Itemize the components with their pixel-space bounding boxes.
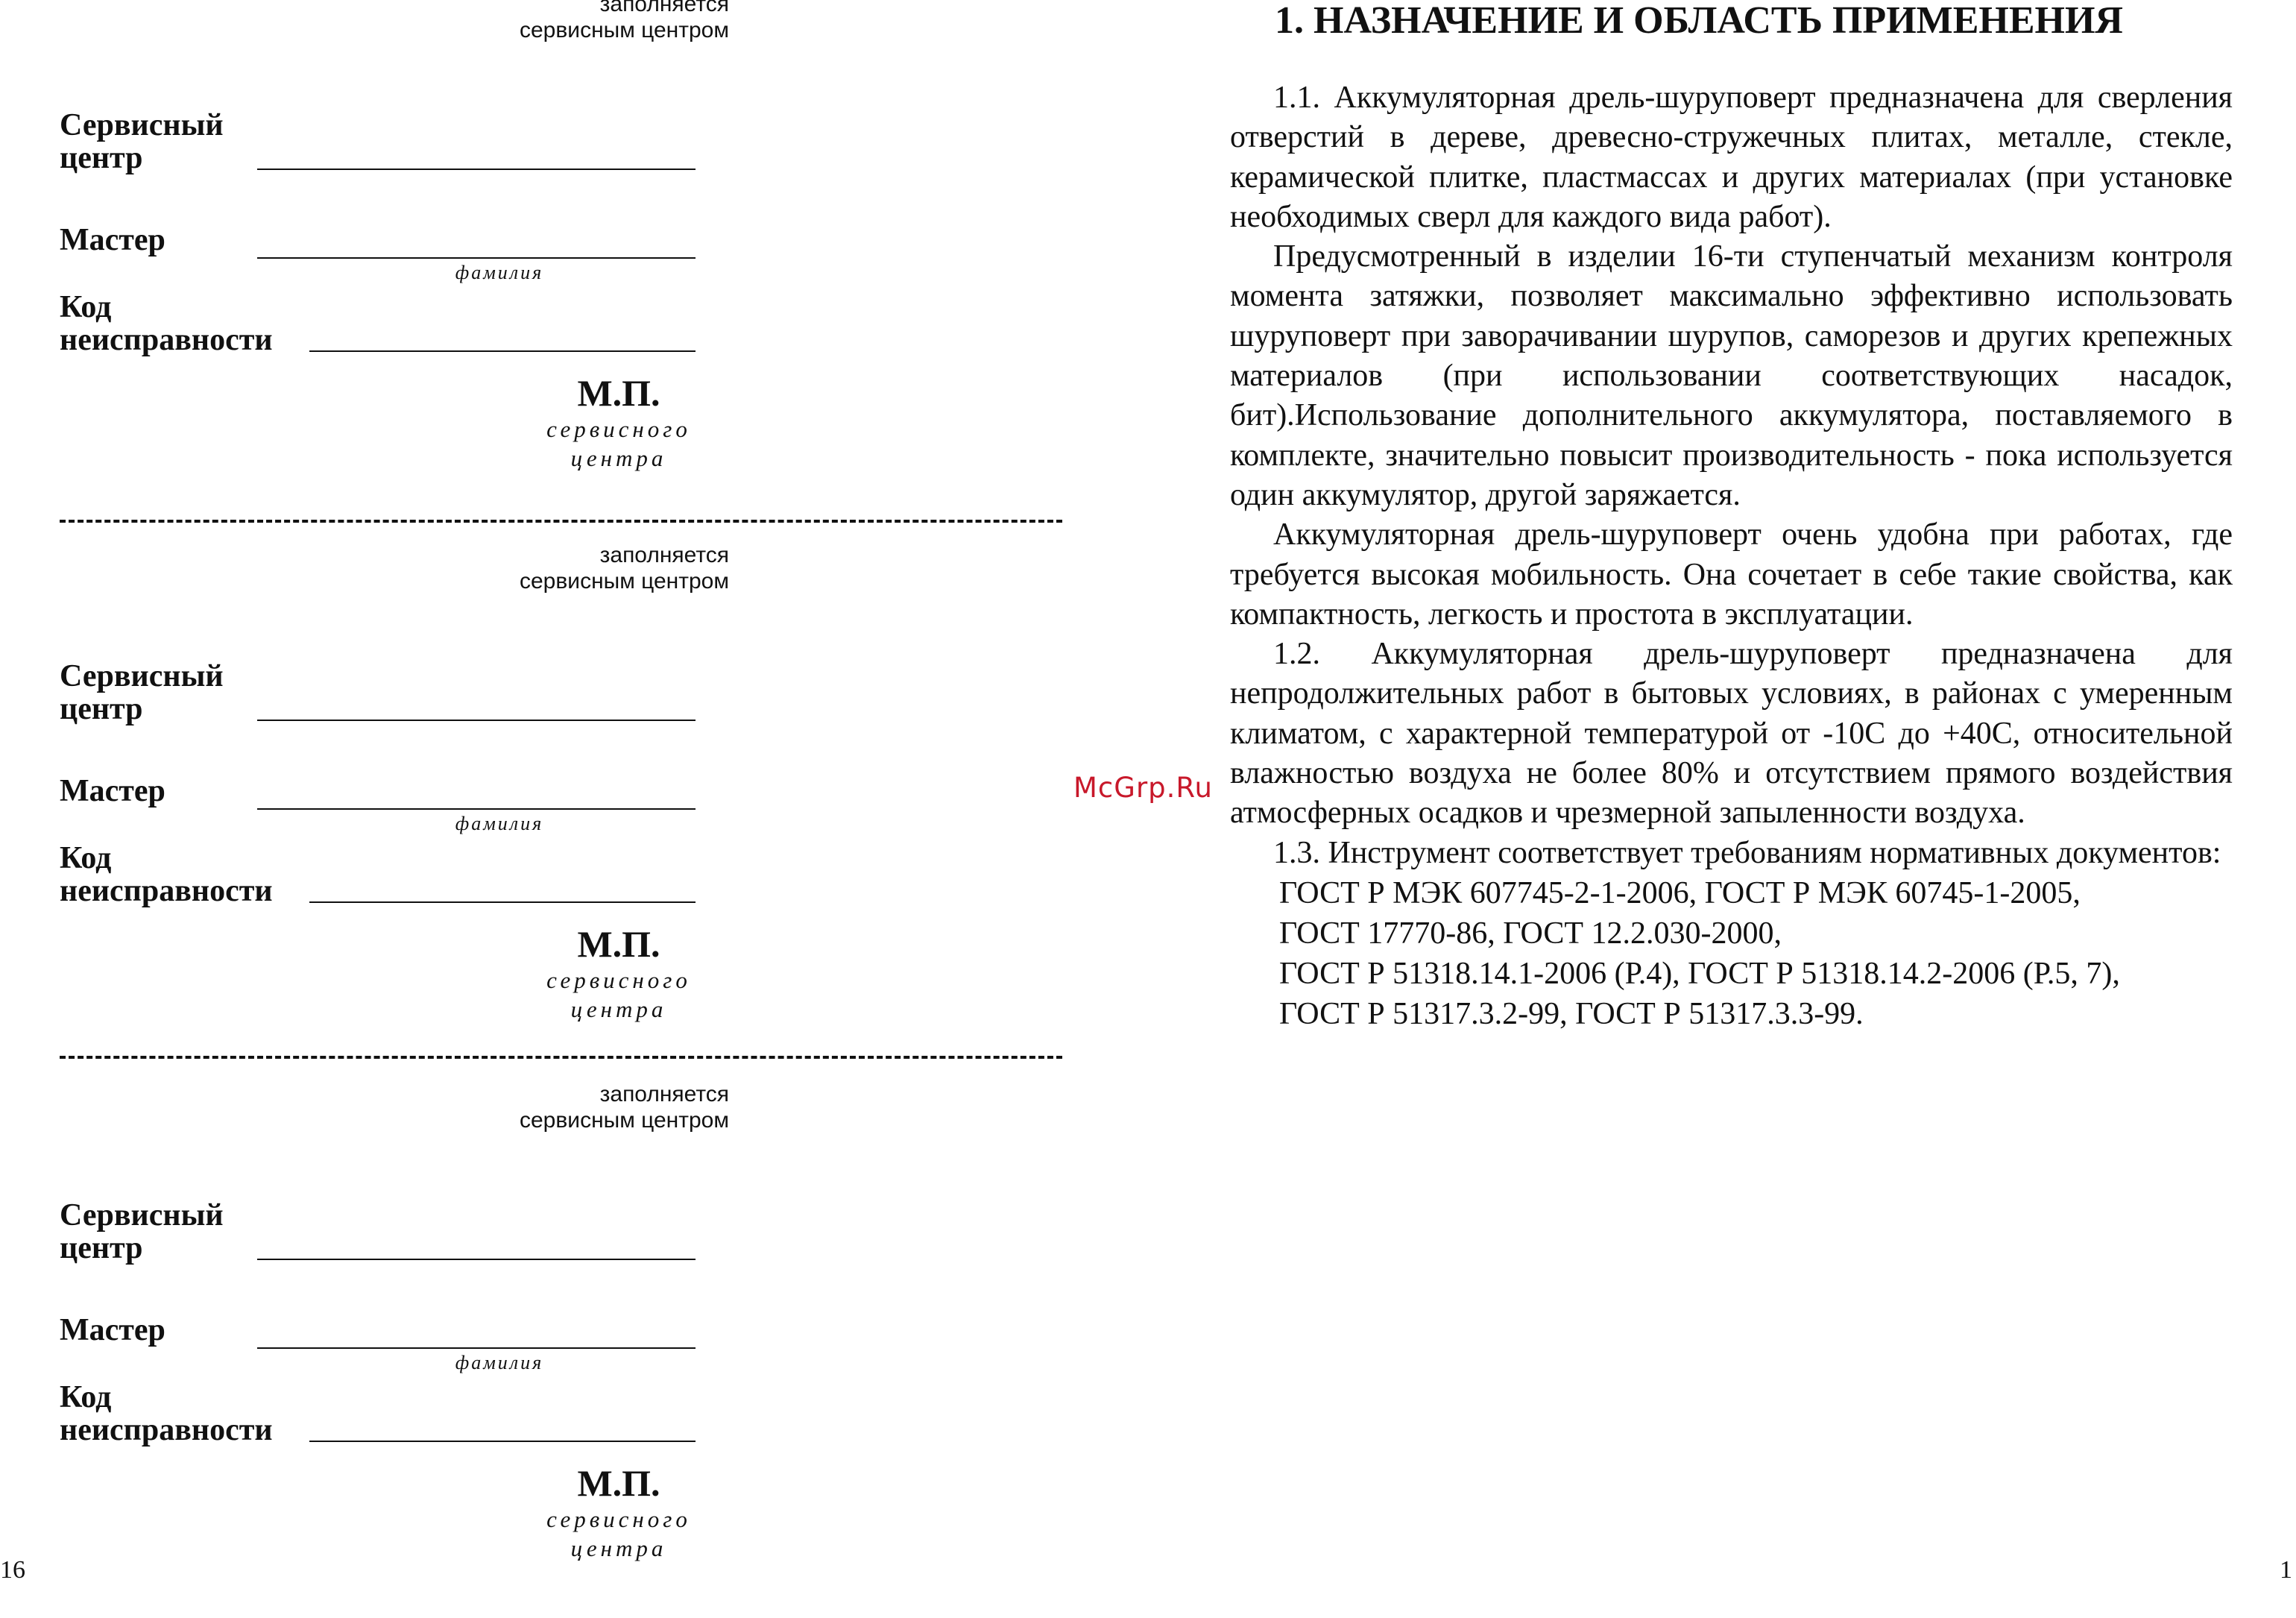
- service-center-label: [60, 1199, 224, 1265]
- service-center-field[interactable]: [257, 1259, 696, 1260]
- service-center-field[interactable]: [257, 720, 696, 721]
- stamp-subtitle-line-2: центра: [570, 1535, 667, 1561]
- paragraph-torque: Предусмотренный в изделии 16-ти ступенчатый механизм контроля момента затяжки, позволяет максимально эффективно использовать шуруповерт при заворачивании шурупов, саморезов и других крепежных материалов (при использовании соответствующих насадок, бит).Использование дополнительного аккумулятора, поставляемого в комплекте, значительно повысит производительность - пока используется один аккумулятор, другой заряжается.: [1230, 239, 2233, 512]
- service-coupon-2: [0, 542, 1081, 1079]
- standards-line: ГОСТ 17770-86, ГОСТ 12.2.030-2000,: [1279, 916, 1782, 951]
- stamp-title: М.П.: [577, 1462, 660, 1504]
- fault-code-label-line-2: неисправности: [60, 323, 273, 357]
- stamp-subtitle-line-1: сервисного: [546, 416, 691, 442]
- master-label: Мастер: [60, 223, 165, 257]
- master-field[interactable]: [257, 1347, 696, 1349]
- filled-by-line-1: заполняется: [599, 543, 729, 567]
- paragraph-1-1: 1.1. Аккумуляторная дрель-шуруповерт предназначена для сверления отверстий в дереве, древесно-стружечных плитах, металле, стекле, керамической плитке, пластмассах и других материалах (при установке необходимых сверл для каждого вида работ).: [1230, 81, 2233, 234]
- page-number-right: 1: [2280, 1556, 2292, 1584]
- stamp-subtitle: [507, 415, 731, 473]
- paragraph-mobility: Аккумуляторная дрель-шуруповерт очень удобна при работах, где требуется высокая мобильность. Она сочетает в себе такие свойства, как компактность, легкость и простота в эксплуатации.: [1230, 517, 2233, 632]
- watermark: McGrp.Ru: [1073, 772, 1213, 804]
- fault-code-label: [60, 291, 273, 356]
- fault-code-field[interactable]: [309, 1441, 696, 1442]
- surname-hint: фамилия: [455, 813, 544, 834]
- service-center-label: [60, 109, 224, 174]
- service-center-field[interactable]: [257, 169, 696, 170]
- page-number-left: 16: [0, 1556, 25, 1584]
- service-coupon-3: [0, 1081, 1081, 1618]
- filled-by-line-1: заполняется: [599, 1082, 729, 1107]
- surname-hint: фамилия: [455, 262, 544, 283]
- service-center-label: [60, 660, 224, 725]
- master-field[interactable]: [257, 808, 696, 810]
- stamp-subtitle-line-2: центра: [570, 996, 667, 1022]
- stamp-subtitle-line-2: центра: [570, 445, 667, 471]
- fault-code-field[interactable]: [309, 901, 696, 903]
- stamp-subtitle-line-1: сервисного: [546, 1506, 691, 1532]
- service-center-label-line-2: центр: [60, 141, 143, 175]
- stamp-subtitle: [507, 966, 731, 1024]
- stamp-title: М.П.: [577, 923, 660, 965]
- fault-code-label-line-1: Код: [60, 841, 112, 875]
- standards-list: [1230, 873, 2233, 1034]
- filled-by-line-2: сервисным центром: [520, 1108, 729, 1133]
- section-heading: 1. НАЗНАЧЕНИЕ И ОБЛАСТЬ ПРИМЕНЕНИЯ: [1275, 0, 2123, 42]
- master-field[interactable]: [257, 257, 696, 259]
- fault-code-field[interactable]: [309, 350, 696, 352]
- fault-code-label-line-1: Код: [60, 290, 112, 324]
- fault-code-label-line-2: неисправности: [60, 874, 273, 908]
- fault-code-label-line-1: Код: [60, 1380, 112, 1414]
- cut-line: [60, 1056, 1062, 1059]
- filled-by-note: [431, 0, 729, 43]
- filled-by-line-2: сервисным центром: [520, 18, 729, 43]
- service-center-label-line-2: центр: [60, 692, 143, 726]
- fault-code-label: [60, 842, 273, 907]
- standards-line: ГОСТ Р 51318.14.1-2006 (Р.4), ГОСТ Р 51318.14.2-2006 (Р.5, 7),: [1279, 956, 2120, 991]
- service-coupon-1: [0, 0, 1081, 528]
- filled-by-line-2: сервисным центром: [520, 569, 729, 594]
- stamp-title: М.П.: [577, 372, 660, 414]
- master-label: Мастер: [60, 1313, 165, 1347]
- stamp-subtitle: [507, 1505, 731, 1563]
- paragraph-1-2: 1.2. Аккумуляторная дрель-шуруповерт предназначена для непродолжительных работ в бытовых условиях, в районах с умеренным климатом, с характерной температурой от -10С до +40С, относительной влажностью воздуха не более 80% и отсутствием прямого воздействия атмосферных осадков и чрезмерной запыленности воздуха.: [1230, 637, 2233, 831]
- fault-code-label: [60, 1381, 273, 1447]
- filled-by-note: [431, 1081, 729, 1133]
- fault-code-label-line-2: неисправности: [60, 1413, 273, 1447]
- section-body: [1230, 78, 2233, 1034]
- surname-hint: фамилия: [455, 1352, 544, 1373]
- service-center-label-line-1: Сервисный: [60, 108, 224, 142]
- cut-line: [60, 520, 1062, 523]
- filled-by-note: [431, 542, 729, 594]
- service-center-label-line-1: Сервисный: [60, 1198, 224, 1233]
- standards-line: ГОСТ Р МЭК 607745-2-1-2006, ГОСТ Р МЭК 60745-1-2005,: [1279, 875, 2081, 910]
- paragraph-1-3: 1.3. Инструмент соответствует требованиям нормативных документов:: [1273, 835, 2221, 870]
- filled-by-line-1: заполняется: [599, 0, 729, 16]
- master-label: Мастер: [60, 774, 165, 808]
- stamp-subtitle-line-1: сервисного: [546, 967, 691, 993]
- service-center-label-line-2: центр: [60, 1231, 143, 1265]
- standards-line: ГОСТ Р 51317.3.2-99, ГОСТ Р 51317.3.3-99.: [1279, 996, 1864, 1031]
- service-center-label-line-1: Сервисный: [60, 659, 224, 693]
